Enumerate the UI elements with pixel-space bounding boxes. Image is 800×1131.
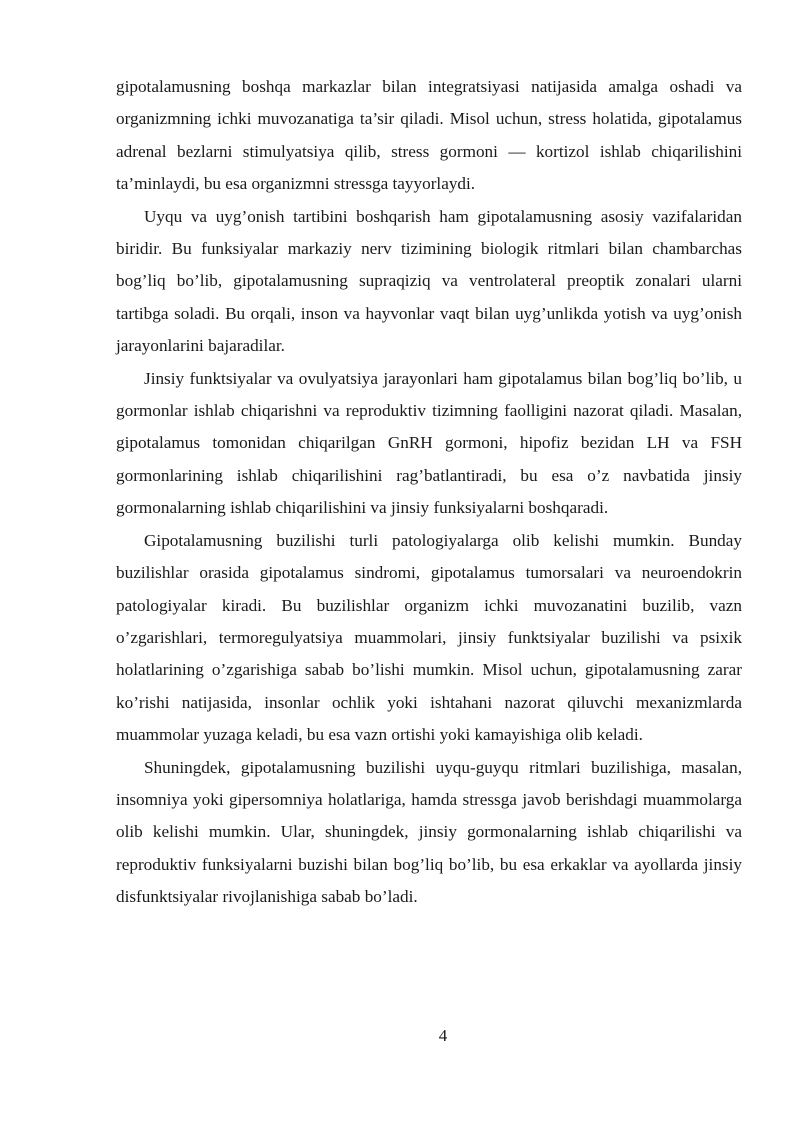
page-number: 4 <box>438 1026 448 1045</box>
paragraph-hypothalamus-disorders: Gipotalamusning buzilishi turli patologiyalarga olib kelishi mumkin. Bunday buzilishlar orasida gipotalamus sindromi, gipotalamus tumorsalari va neuroendokrin patologiyalar kiradi. Bu buzilishlar organizm ichki muvozanatini buzilib, vazn o’zgarishlari, termoregulyatsiya muammolari, jinsiy funktsiyalar buzilishi va psixik holatlarining o’zgarishiga sabab bo’lishi mumkin. Misol uchun, gipotalamusning zarar ko’rishi natijasida, insonlar ochlik yoki ishtahani nazorat qiluvchi mexanizmlarda muammolar yuzaga keladi, bu esa vazn ortishi yoki kamayishiga olib keladi. <box>116 530 742 745</box>
paragraph-sleep-regulation: Uyqu va uyg’onish tartibini boshqarish ham gipotalamusning asosiy vazifalaridan biridir. Bu funksiyalar markaziy nerv tizimining biologik ritmlari bilan chambarchas bog’liq bo’lib, gipotalamusning supraqiziq va ventrolateral preoptik zonalari ularni tartibga soladi. Bu orqali, inson va hayvonlar vaqt bilan uyg’unlikda yotish va uyg’onish jarayonlarini bajaradilar. <box>116 206 742 356</box>
paragraph-sexual-functions: Jinsiy funktsiyalar va ovulyatsiya jarayonlari ham gipotalamus bilan bog’liq bo’lib, u gormonlar ishlab chiqarishni va reproduktiv tizimning faolligini nazorat qiladi. Masalan, gipotalamus tomonidan chiqarilgan GnRH gormoni, hipofiz bezidan LH va FSH gormonlarining ishlab chiqarilishini rag’batlantiradi, bu esa o’z navbatida jinsiy gormonalarning ishlab chiqarilishini va jinsiy funksiyalarni boshqaradi. <box>116 368 742 518</box>
body-text <box>116 71 742 914</box>
paragraph-sleep-disorders: Shuningdek, gipotalamusning buzilishi uyqu-guyqu ritmlari buzilishiga, masalan, insomniya yoki gipersomniya holatlariga, hamda stressga javob berishdagi muammolarga olib kelishi mumkin. Ular, shuningdek, jinsiy gormonalarning ishlab chiqarilishi va reproduktiv funksiyalarni buzishi bilan bog’liq bo’lib, bu esa erkaklar va ayollarda jinsiy disfunktsiyalar rivojlanishiga sabab bo’ladi. <box>116 757 742 907</box>
paragraph-continuation: gipotalamusning boshqa markazlar bilan integratsiyasi natijasida amalga oshadi va organizmning ichki muvozanatiga ta’sir qiladi. Misol uchun, stress holatida, gipotalamus adrenal bezlarni stimulyatsiya qilib, stress gormoni — kortizol ishlab chiqarilishini ta’minlaydi, bu esa organizmni stressga tayyorlaydi. <box>116 77 742 194</box>
